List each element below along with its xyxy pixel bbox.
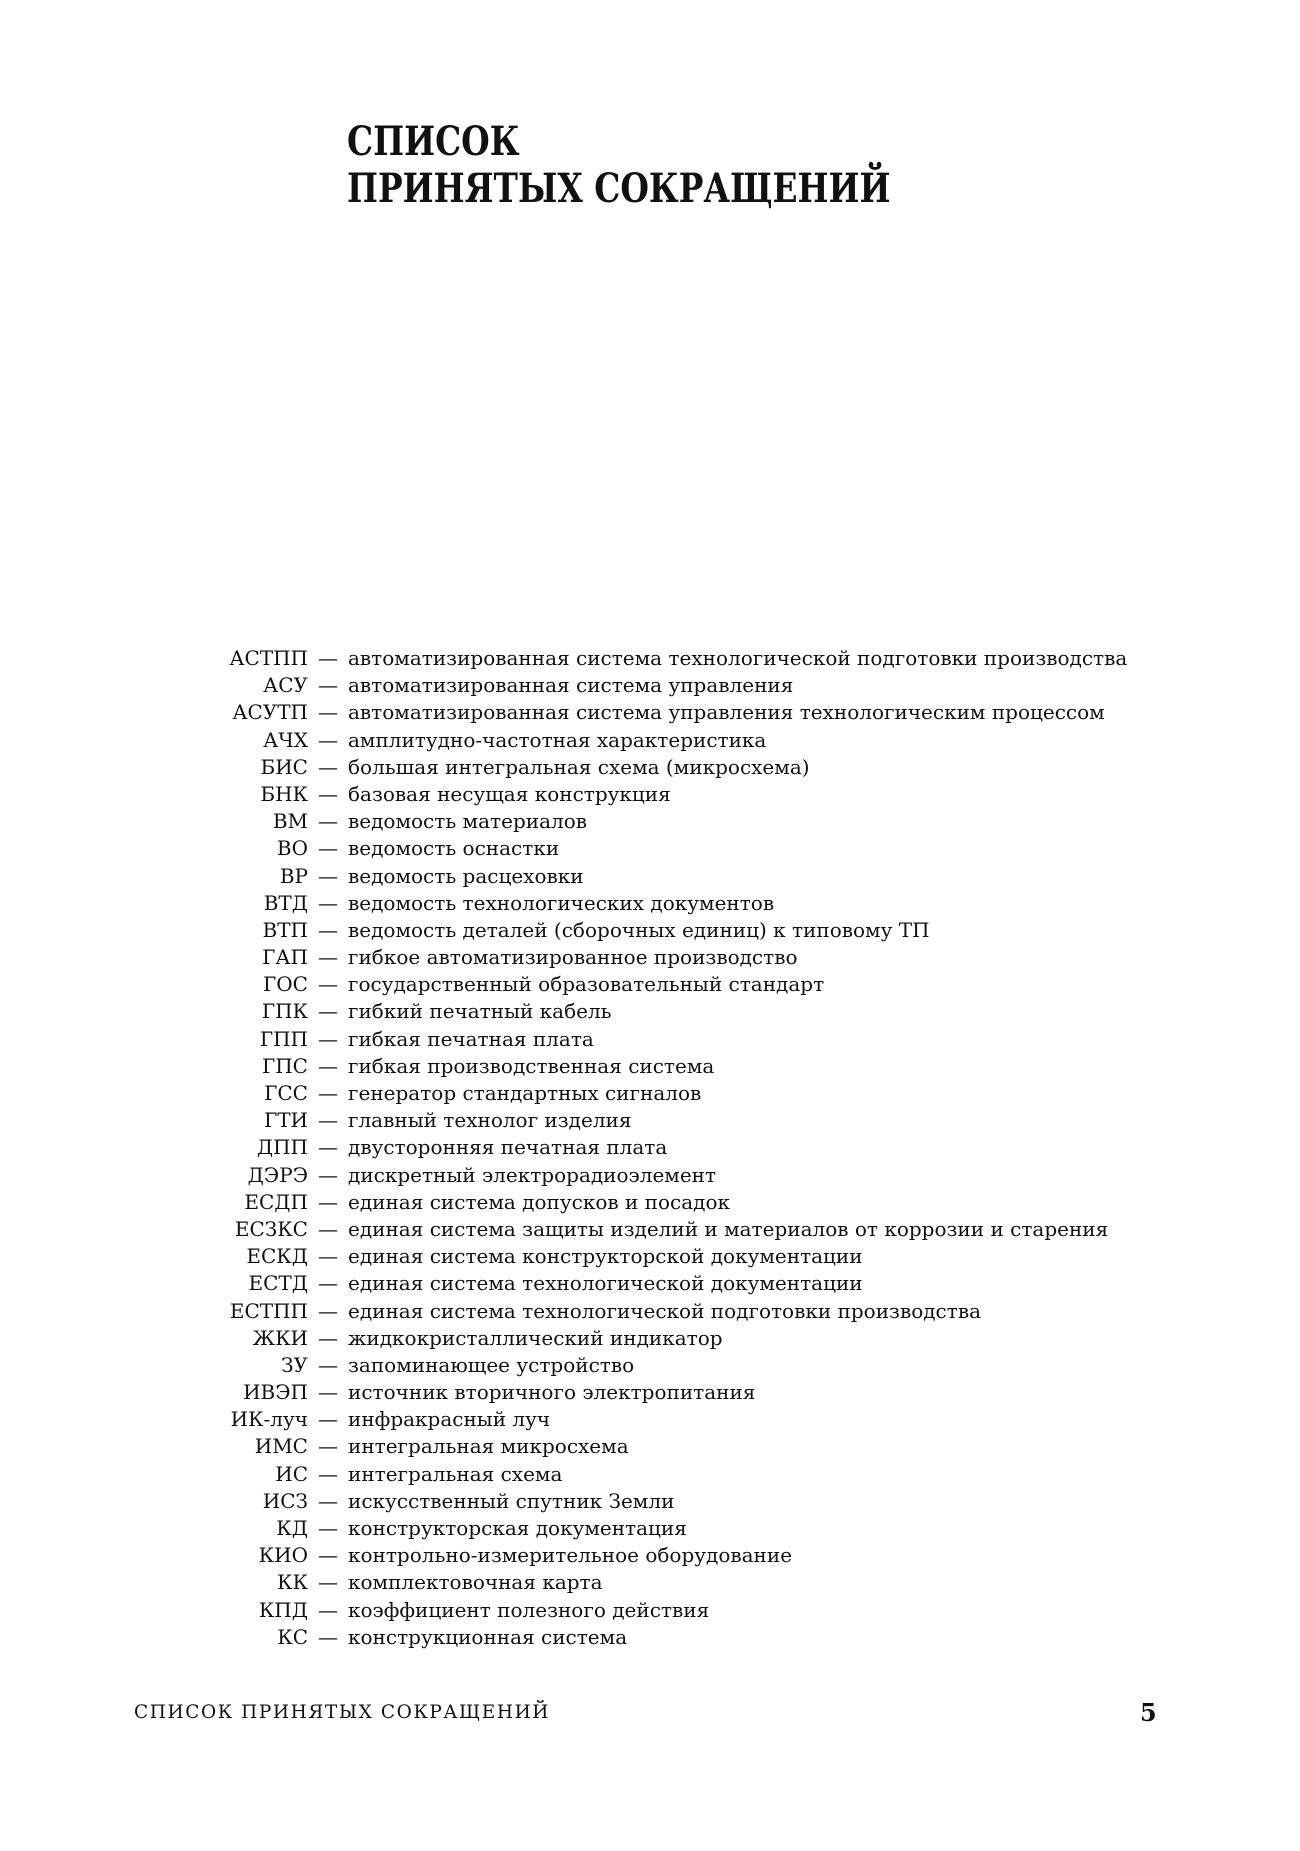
abbreviation-term: ВМ xyxy=(272,809,308,834)
abbreviation-entry xyxy=(160,808,1180,835)
abbreviation-entry xyxy=(160,1325,1180,1352)
abbreviation-entry xyxy=(160,1189,1180,1216)
abbreviation-entry xyxy=(160,1080,1180,1107)
abbreviation-entry xyxy=(160,998,1180,1025)
abbreviation-term: ИМС xyxy=(254,1434,308,1459)
abbreviation-term: КС xyxy=(277,1624,308,1649)
abbreviation-entry xyxy=(160,1379,1180,1406)
em-dash: — xyxy=(318,781,338,806)
abbreviation-definition: амплитудно-частотная характеристика xyxy=(348,727,767,752)
page-title-line-1: СПИСОК xyxy=(347,118,520,165)
abbreviation-term: КК xyxy=(277,1570,308,1595)
em-dash: — xyxy=(318,1135,338,1160)
abbreviation-term: ЕСДП xyxy=(244,1189,308,1214)
abbreviation-term: ВР xyxy=(279,863,308,888)
em-dash: — xyxy=(318,863,338,888)
abbreviation-definition: ведомость материалов xyxy=(348,809,588,834)
em-dash: — xyxy=(318,1434,338,1459)
em-dash: — xyxy=(318,1597,338,1622)
abbreviation-entry xyxy=(160,1542,1180,1569)
abbreviation-definition: коэффициент полезного действия xyxy=(348,1597,710,1622)
em-dash: — xyxy=(318,727,338,752)
abbreviation-term: ГАП xyxy=(262,945,308,970)
abbreviation-term: АСТПП xyxy=(229,646,308,670)
em-dash: — xyxy=(318,999,338,1024)
abbreviation-definition: государственный образовательный стандарт xyxy=(348,972,825,997)
em-dash: — xyxy=(318,1081,338,1105)
em-dash: — xyxy=(318,1053,338,1078)
abbreviation-entry xyxy=(160,971,1180,998)
abbreviation-term: ЕСЗКС xyxy=(234,1216,308,1241)
abbreviation-entry xyxy=(160,1433,1180,1460)
abbreviation-entry xyxy=(160,1134,1180,1161)
abbreviation-entry xyxy=(160,672,1180,699)
em-dash: — xyxy=(318,945,338,970)
abbreviation-term: АСУ xyxy=(263,673,308,698)
abbreviation-entry xyxy=(160,1569,1180,1596)
em-dash: — xyxy=(318,1516,338,1540)
abbreviation-entry xyxy=(160,890,1180,917)
abbreviation-term: ВТП xyxy=(262,917,308,942)
page-title-line-2: ПРИНЯТЫХ СОКРАЩЕНИЙ xyxy=(347,165,891,212)
em-dash: — xyxy=(318,1488,338,1513)
abbreviation-term: ИСЗ xyxy=(262,1488,308,1513)
page-number: 5 xyxy=(1140,1698,1157,1727)
abbreviation-definition: источник вторичного электропитания xyxy=(348,1380,756,1405)
em-dash: — xyxy=(318,917,338,942)
abbreviation-entry xyxy=(160,781,1180,808)
em-dash: — xyxy=(318,1189,338,1214)
abbreviation-term: КПД xyxy=(258,1597,308,1622)
abbreviation-entry xyxy=(160,1270,1180,1297)
abbreviation-definition: гибкое автоматизированное производство xyxy=(348,945,798,970)
abbreviation-entry xyxy=(160,1026,1180,1053)
abbreviation-entry xyxy=(160,1461,1180,1488)
abbreviation-definition: автоматизированная система управления xyxy=(348,673,794,698)
abbreviation-term: ГОС xyxy=(263,972,308,997)
abbreviation-term: ЗУ xyxy=(281,1352,308,1377)
em-dash: — xyxy=(318,1271,338,1296)
em-dash: — xyxy=(318,1244,338,1269)
abbreviation-definition: автоматизированная система технологической подготовки производства xyxy=(348,646,1128,670)
abbreviation-entry xyxy=(160,1107,1180,1134)
em-dash: — xyxy=(318,809,338,834)
abbreviation-term: ВО xyxy=(276,836,308,861)
abbreviation-definition: контрольно-измерительное оборудование xyxy=(348,1543,793,1568)
abbreviation-term: ДЭРЭ xyxy=(247,1162,308,1187)
abbreviation-definition: гибкая производственная система xyxy=(348,1053,715,1078)
em-dash: — xyxy=(318,1380,338,1405)
abbreviation-definition: большая интегральная схема (микросхема) xyxy=(348,754,810,779)
abbreviation-definition: ведомость технологических документов xyxy=(348,890,775,915)
abbreviation-definition: дискретный электрорадиоэлемент xyxy=(348,1162,717,1187)
abbreviation-definition: генератор стандартных сигналов xyxy=(348,1081,702,1105)
abbreviation-entry xyxy=(160,1298,1180,1325)
abbreviation-term: ЕСТПП xyxy=(229,1298,308,1323)
abbreviation-entry xyxy=(160,1162,1180,1189)
em-dash: — xyxy=(318,1407,338,1432)
em-dash: — xyxy=(318,1026,338,1051)
abbreviation-entry xyxy=(160,1406,1180,1433)
em-dash: — xyxy=(318,1325,338,1350)
abbreviation-term: ЕСТД xyxy=(248,1271,308,1296)
abbreviation-definition: единая система конструкторской документации xyxy=(348,1244,863,1269)
abbreviation-term: ВТД xyxy=(263,890,308,915)
abbreviation-definition: комплектовочная карта xyxy=(348,1570,603,1595)
abbreviation-definition: базовая несущая конструкция xyxy=(348,781,671,806)
abbreviation-definition: единая система защиты изделий и материалов от коррозии и старения xyxy=(348,1216,1109,1241)
abbreviation-entry xyxy=(160,863,1180,890)
abbreviation-term: ГПК xyxy=(261,999,308,1024)
em-dash: — xyxy=(318,754,338,779)
abbreviation-term: КД xyxy=(276,1516,308,1540)
em-dash: — xyxy=(318,1216,338,1241)
em-dash: — xyxy=(318,972,338,997)
abbreviation-entry xyxy=(160,917,1180,944)
abbreviation-term: ИС xyxy=(275,1461,308,1486)
em-dash: — xyxy=(318,1352,338,1377)
abbreviation-list xyxy=(160,645,1180,1651)
em-dash: — xyxy=(318,646,338,670)
abbreviation-definition: искусственный спутник Земли xyxy=(348,1488,675,1513)
abbreviation-term: ИВЭП xyxy=(243,1380,308,1405)
em-dash: — xyxy=(318,700,338,725)
abbreviation-definition: двусторонняя печатная плата xyxy=(348,1135,668,1160)
em-dash: — xyxy=(318,890,338,915)
abbreviation-entry xyxy=(160,1053,1180,1080)
abbreviation-entry xyxy=(160,835,1180,862)
abbreviation-definition: интегральная микросхема xyxy=(348,1434,629,1459)
abbreviation-definition: единая система допусков и посадок xyxy=(348,1189,731,1214)
abbreviation-entry xyxy=(160,1624,1180,1651)
abbreviation-term: ЕСКД xyxy=(246,1244,308,1269)
abbreviation-definition: ведомость оснастки xyxy=(348,836,560,861)
abbreviation-definition: конструкционная система xyxy=(348,1624,628,1649)
abbreviation-term: ГТИ xyxy=(263,1108,308,1133)
abbreviation-definition: главный технолог изделия xyxy=(348,1108,632,1133)
abbreviation-entry xyxy=(160,727,1180,754)
em-dash: — xyxy=(318,1461,338,1486)
em-dash: — xyxy=(318,1162,338,1187)
em-dash: — xyxy=(318,1298,338,1323)
abbreviation-term: ГПП xyxy=(259,1026,308,1051)
abbreviation-definition: гибкий печатный кабель xyxy=(348,999,612,1024)
abbreviation-entry xyxy=(160,1243,1180,1270)
abbreviation-entry xyxy=(160,1216,1180,1243)
abbreviation-definition: запоминающее устройство xyxy=(348,1352,635,1377)
abbreviation-term: ДПП xyxy=(256,1135,308,1160)
em-dash: — xyxy=(318,1543,338,1568)
abbreviation-entry xyxy=(160,944,1180,971)
abbreviation-definition: интегральная схема xyxy=(348,1461,563,1486)
abbreviation-definition: единая система технологической документации xyxy=(348,1271,863,1296)
abbreviation-term: ЖКИ xyxy=(252,1325,308,1350)
abbreviation-entry xyxy=(160,699,1180,726)
em-dash: — xyxy=(318,1570,338,1595)
running-footer-title: СПИСОК ПРИНЯТЫХ СОКРАЩЕНИЙ xyxy=(134,1702,551,1723)
abbreviation-term: АЧХ xyxy=(263,727,308,752)
abbreviation-entry xyxy=(160,1488,1180,1515)
page-title xyxy=(347,118,891,212)
abbreviation-term: ИК-луч xyxy=(230,1407,308,1432)
abbreviation-term: БНК xyxy=(260,781,308,806)
abbreviation-term: ГСС xyxy=(264,1081,308,1105)
em-dash: — xyxy=(318,673,338,698)
abbreviation-definition: единая система технологической подготовки производства xyxy=(348,1298,982,1323)
em-dash: — xyxy=(318,1108,338,1133)
abbreviation-term: КИО xyxy=(258,1543,308,1568)
abbreviation-entry xyxy=(160,1515,1180,1542)
abbreviation-definition: жидкокристаллический индикатор xyxy=(348,1325,723,1350)
abbreviation-entry xyxy=(160,754,1180,781)
abbreviation-definition: гибкая печатная плата xyxy=(348,1026,594,1051)
abbreviation-entry xyxy=(160,645,1180,672)
em-dash: — xyxy=(318,836,338,861)
abbreviation-definition: ведомость расцеховки xyxy=(348,863,584,888)
abbreviation-definition: инфракрасный луч xyxy=(348,1407,551,1432)
abbreviation-definition: ведомость деталей (сборочных единиц) к типовому ТП xyxy=(348,917,930,942)
abbreviation-term: ГПС xyxy=(262,1053,308,1078)
abbreviation-term: БИС xyxy=(260,754,308,779)
em-dash: — xyxy=(318,1624,338,1649)
abbreviation-entry xyxy=(160,1597,1180,1624)
abbreviation-term: АСУТП xyxy=(232,700,308,725)
abbreviation-definition: конструкторская документация xyxy=(348,1516,687,1540)
abbreviation-definition: автоматизированная система управления технологическим процессом xyxy=(348,700,1105,725)
abbreviation-entry xyxy=(160,1352,1180,1379)
